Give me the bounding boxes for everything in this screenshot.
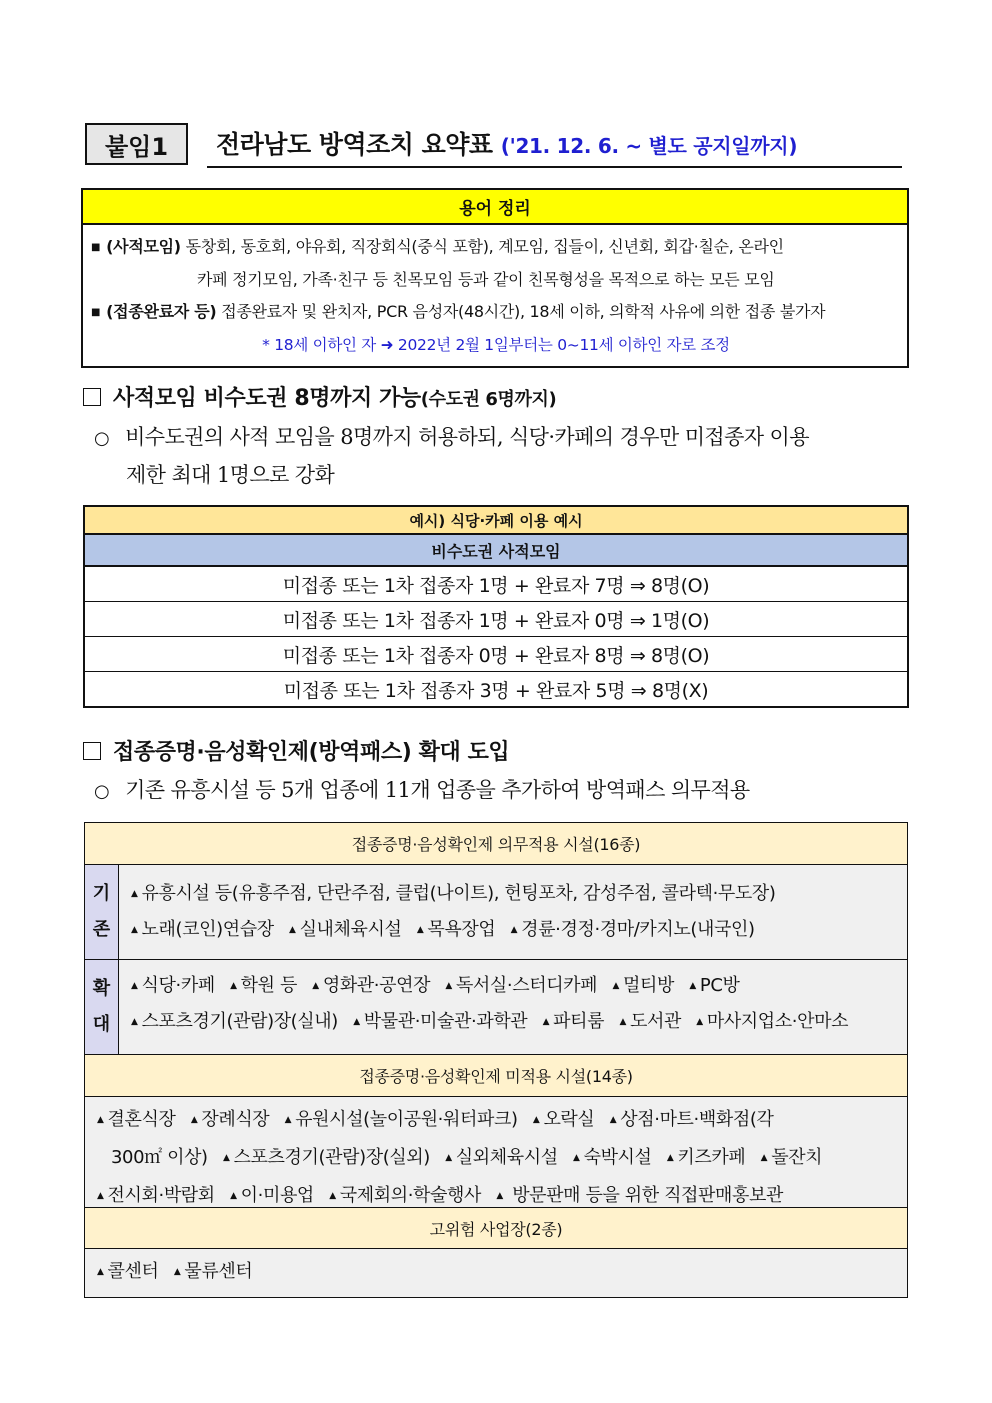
- glossary-note: * 18세 이하인 자 ➜ 2022년 2월 1일부터는 0~11세 이하인 자로 조정: [262, 336, 730, 354]
- triangle-bullet-icon: ▲: [609, 1115, 617, 1125]
- title-underline: [207, 166, 902, 168]
- triangle-bullet-icon: ▲: [284, 1115, 292, 1125]
- list-item: 학원 등: [240, 975, 297, 996]
- triangle-bullet-icon: ▲: [416, 925, 424, 935]
- list-item: 스포츠경기(관람)장(실외): [233, 1147, 430, 1168]
- example-table: [83, 505, 909, 708]
- triangle-bullet-icon: ▲: [131, 925, 138, 935]
- square-bullet-icon: ■: [91, 242, 101, 253]
- list-item: 노래(코인)연습장: [141, 919, 274, 940]
- triangle-bullet-icon: ▲: [312, 981, 319, 991]
- list-item: 실내체육시설: [299, 919, 402, 940]
- triangle-bullet-icon: ▲: [612, 981, 620, 991]
- section2-paragraph: [94, 770, 750, 812]
- glossary-def: 동창회, 동호회, 야유회, 직장회식(중식 포함), 계모임, 집들이, 신년회, 회갑·칠순, 온라인: [185, 237, 784, 256]
- mandatory-header: 접종증명·음성확인제 의무적용 시설(16종): [85, 823, 907, 865]
- glossary-item: [91, 296, 901, 329]
- list-item: 돌잔치: [771, 1147, 823, 1168]
- triangle-bullet-icon: ▲: [445, 1153, 452, 1163]
- list-item: 전시회·박람회: [107, 1185, 215, 1206]
- section1-heading: [83, 381, 556, 412]
- section2-heading-text: 접종증명·음성확인제(방역패스) 확대 도입: [113, 740, 510, 765]
- triangle-bullet-icon: ▲: [542, 1017, 550, 1027]
- glossary-box: [81, 188, 909, 368]
- triangle-bullet-icon: ▲: [230, 981, 237, 991]
- triangle-bullet-icon: ▲: [97, 1191, 104, 1201]
- triangle-bullet-icon: ▲: [496, 1191, 503, 1201]
- highrisk-items: [85, 1249, 907, 1297]
- example-subtitle: 비수도권 사적모임: [85, 535, 907, 567]
- list-item: 도서관: [630, 1011, 681, 1032]
- example-title: 예시) 식당·카페 이용 예시: [85, 507, 907, 535]
- highrisk-header: 고위험 사업장(2종): [85, 1208, 907, 1249]
- glossary-def: 접종완료자 및 완치자, PCR 음성자(48시간), 18세 이하, 의학적 사유에 의한 접종 불가자: [221, 302, 826, 321]
- circle-bullet-icon: ○: [94, 428, 110, 449]
- triangle-bullet-icon: ▲: [289, 925, 296, 935]
- triangle-bullet-icon: ▲: [230, 1191, 237, 1201]
- glossary-term: (사적모임): [106, 237, 181, 256]
- list-item: 방문판매 등을 위한 직접판매홍보관: [506, 1185, 783, 1206]
- list-item: 키즈카페: [677, 1147, 746, 1168]
- section2-heading: [83, 735, 509, 766]
- triangle-bullet-icon: ▲: [190, 1115, 198, 1125]
- title-text: 전라남도 방역조치 요약표: [216, 130, 493, 159]
- triangle-bullet-icon: ▲: [696, 1017, 703, 1027]
- label-char: 기: [92, 883, 111, 904]
- triangle-bullet-icon: ▲: [131, 981, 138, 991]
- list-item: 목욕장업: [427, 919, 496, 940]
- list-item: 상점·마트·백화점(각: [620, 1109, 774, 1130]
- existing-items: [119, 865, 776, 959]
- list-item: 숙박시설: [583, 1147, 652, 1168]
- list-item: 마사지업소·안마소: [706, 1011, 849, 1032]
- section1-heading-sub: (수도권 6명까지): [420, 389, 557, 410]
- triangle-bullet-icon: ▲: [689, 981, 696, 991]
- square-bullet-icon: ■: [91, 307, 101, 318]
- expanded-group: [85, 960, 907, 1055]
- list-item: 박물관·미술관·과학관: [363, 1011, 528, 1032]
- glossary-def-cont: 카페 정기모임, 가족·친구 등 친목모임 등과 같이 친목형성을 목적으로 하는 모든 모임: [197, 270, 775, 289]
- triangle-bullet-icon: ▲: [353, 1017, 360, 1027]
- table-row: 미접종 또는 1차 접종자 1명 + 완료자 7명 ⇒ 8명(O): [85, 567, 907, 602]
- triangle-bullet-icon: ▲: [532, 1115, 540, 1125]
- glossary-title: 용어 정리: [83, 190, 907, 225]
- list-item: 경륜·경정·경마/카지노(내국인): [521, 919, 755, 940]
- table-row: 미접종 또는 1차 접종자 3명 + 완료자 5명 ⇒ 8명(X): [283, 679, 709, 702]
- list-item: 300㎡ 이상): [111, 1147, 208, 1168]
- triangle-bullet-icon: ▲: [666, 1153, 674, 1163]
- triangle-bullet-icon: ▲: [131, 889, 138, 899]
- glossary-term: (접종완료자 등): [106, 302, 217, 321]
- section1-para-line1: 비수도권의 사적 모임을 8명까지 허용하되, 식당·카페의 경우만 미접종자 이용: [125, 425, 809, 449]
- triangle-bullet-icon: ▲: [131, 1017, 138, 1027]
- title-period: ('21. 12. 6. ~ 별도 공지일까지): [500, 134, 798, 158]
- triangle-bullet-icon: ▲: [97, 1267, 104, 1277]
- checkbox-square-icon: [83, 742, 101, 760]
- list-item: 오락실: [543, 1109, 595, 1130]
- section2-para-text: 기존 유흥시설 등 5개 업종에 11개 업종을 추가하여 방역패스 의무적용: [125, 778, 750, 802]
- attachment-tag: 붙임1: [85, 123, 188, 165]
- triangle-bullet-icon: ▲: [97, 1115, 104, 1125]
- section1-paragraph: [94, 417, 809, 459]
- list-item: 유흥시설 등(유흥주점, 단란주점, 클럽(나이트), 헌팅포차, 감성주점, 콜라텍·무도장): [141, 883, 776, 904]
- page-title: [216, 125, 797, 161]
- label-char: 확: [92, 978, 111, 999]
- exempt-header: 접종증명·음성확인제 미적용 시설(14종): [85, 1055, 907, 1097]
- list-item: 결혼식장: [107, 1109, 176, 1130]
- table-row: 미접종 또는 1차 접종자 0명 + 완료자 8명 ⇒ 8명(O): [85, 637, 907, 672]
- list-item: 파티룸: [553, 1011, 605, 1032]
- glossary-item: [91, 231, 901, 264]
- list-item: 국제회의·학술행사: [339, 1185, 482, 1206]
- list-item: 물류센터: [184, 1261, 253, 1282]
- list-item: PC방: [699, 975, 740, 996]
- list-item: 독서실·스터디카페: [455, 975, 598, 996]
- list-item: 콜센터: [107, 1261, 159, 1282]
- list-item: 이·미용업: [240, 1185, 314, 1206]
- list-item: 멀티방: [623, 975, 674, 996]
- exempt-items: [85, 1097, 907, 1208]
- existing-group: [85, 865, 907, 960]
- list-item: 장례식장: [201, 1109, 270, 1130]
- list-item: 유원시설(놀이공원·워터파크): [295, 1109, 518, 1130]
- existing-label: [85, 865, 119, 959]
- circle-bullet-icon: ○: [94, 781, 110, 802]
- expanded-items: [119, 960, 858, 1054]
- list-item: 영화관·공연장: [322, 975, 431, 996]
- label-char: 대: [92, 1014, 111, 1035]
- section1-para-line2: 제한 최대 1명으로 강화: [126, 463, 335, 487]
- list-item: 식당·카페: [141, 975, 215, 996]
- triangle-bullet-icon: ▲: [510, 925, 518, 935]
- triangle-bullet-icon: ▲: [445, 981, 452, 991]
- table-row: 미접종 또는 1차 접종자 1명 + 완료자 0명 ⇒ 1명(O): [85, 602, 907, 637]
- triangle-bullet-icon: ▲: [329, 1191, 336, 1201]
- triangle-bullet-icon: ▲: [760, 1153, 768, 1163]
- list-item: 스포츠경기(관람)장(실내): [141, 1011, 338, 1032]
- checkbox-square-icon: [83, 388, 101, 406]
- triangle-bullet-icon: ▲: [619, 1017, 626, 1027]
- facilities-table: [84, 822, 908, 1298]
- list-item: 실외체육시설: [455, 1147, 558, 1168]
- expanded-label: [85, 960, 119, 1054]
- label-char: 존: [92, 919, 111, 940]
- triangle-bullet-icon: ▲: [573, 1153, 580, 1163]
- triangle-bullet-icon: ▲: [173, 1267, 181, 1277]
- triangle-bullet-icon: ▲: [223, 1153, 230, 1163]
- section1-heading-text: 사적모임 비수도권 8명까지 가능: [113, 386, 421, 411]
